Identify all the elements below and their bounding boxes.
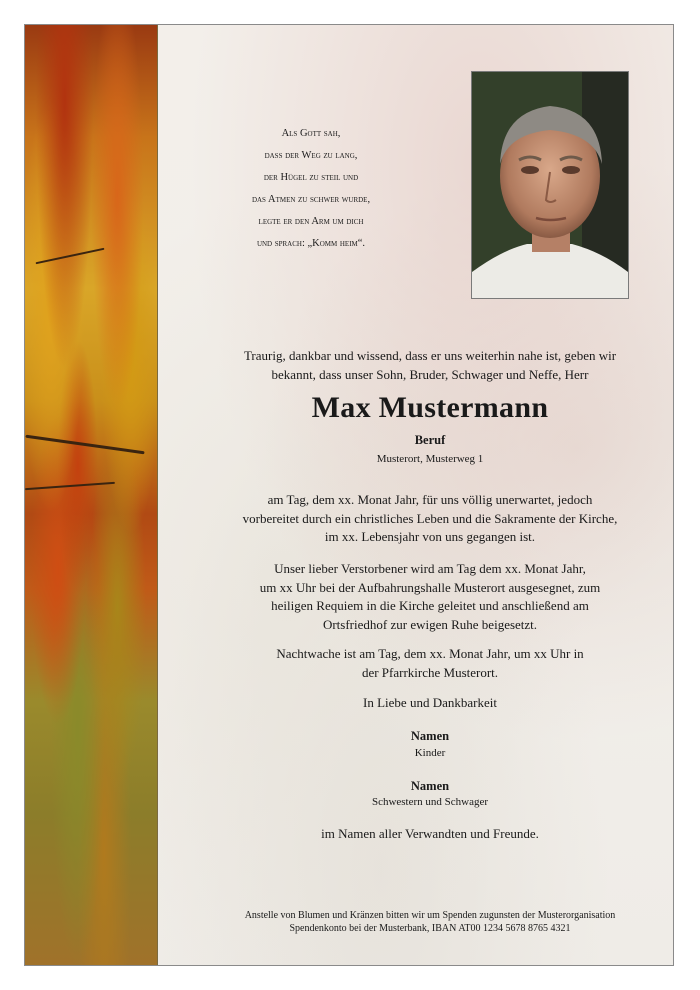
relatives-line: im Namen aller Verwandten und Freunde. [321, 826, 539, 841]
poem-line: das Atmen zu schwer wurde, [251, 194, 371, 205]
poem-line: und sprach: „Komm heim“. [256, 238, 366, 249]
poem-line: dass der Weg zu lang, [264, 150, 358, 161]
mourner-relation: Schwestern und Schwager [371, 796, 489, 808]
vigil-paragraph [175, 645, 674, 682]
passing-line: am Tag, dem xx. Monat Jahr, für uns völlig unerwartet, jedoch [267, 492, 593, 507]
mourner-names: Namen [410, 729, 450, 743]
poem-line: legte er den Arm um dich [258, 216, 364, 227]
announcement-intro [175, 347, 674, 384]
intro-line: Traurig, dankbar und wissend, dass er uns weiterhin nahe ist, geben wir [243, 348, 617, 363]
poem-line: der Hügel zu steil und [263, 172, 359, 183]
mourner-names: Namen [410, 779, 450, 793]
passing-line: vorbereitet durch ein christliches Leben und die Sakramente der Kirche, [242, 510, 618, 526]
passing-line: im xx. Lebensjahr von uns gegangen ist. [324, 529, 536, 544]
funeral-line: Unser lieber Verstorbener wird am Tag dem xx. Monat Jahr, [274, 561, 586, 576]
deceased-address: Musterort, Musterweg 1 [376, 453, 484, 465]
deceased-name: Max Mustermann [311, 391, 549, 424]
closing-phrase: In Liebe und Dankbarkeit [363, 695, 497, 710]
vigil-line: der Pfarrkirche Musterort. [361, 664, 499, 680]
funeral-paragraph [175, 560, 674, 634]
funeral-line: um xx Uhr bei der Aufbahrungshalle Musterort ausgesegnet, zum [259, 579, 601, 595]
deceased-profession: Beruf [414, 433, 446, 447]
mourner-relation: Kinder [414, 747, 446, 759]
poem-line: Als Gott sah, [281, 128, 341, 139]
footer-line: Spendenkonto bei der Musterbank, IBAN AT00 1234 5678 8765 4321 [289, 923, 571, 934]
funeral-line: Ortsfriedhof zur ewigen Ruhe beigesetzt. [322, 616, 538, 632]
obituary-card [24, 24, 674, 966]
footer-line: Anstelle von Blumen und Kränzen bitten wir um Spenden zugunsten der Musterorganisation [244, 910, 616, 921]
vigil-line: Nachtwache ist am Tag, dem xx. Monat Jahr, um xx Uhr in [276, 646, 584, 661]
passing-paragraph [175, 491, 674, 547]
funeral-line: heiligen Requiem in die Kirche geleitet und anschließend am [271, 598, 589, 613]
autumn-forest-image [25, 25, 158, 965]
donation-note [175, 909, 674, 935]
intro-line: bekannt, dass unser Sohn, Bruder, Schwager und Neffe, Herr [271, 366, 589, 382]
portrait-photo [471, 71, 629, 299]
memorial-poem [171, 123, 451, 255]
